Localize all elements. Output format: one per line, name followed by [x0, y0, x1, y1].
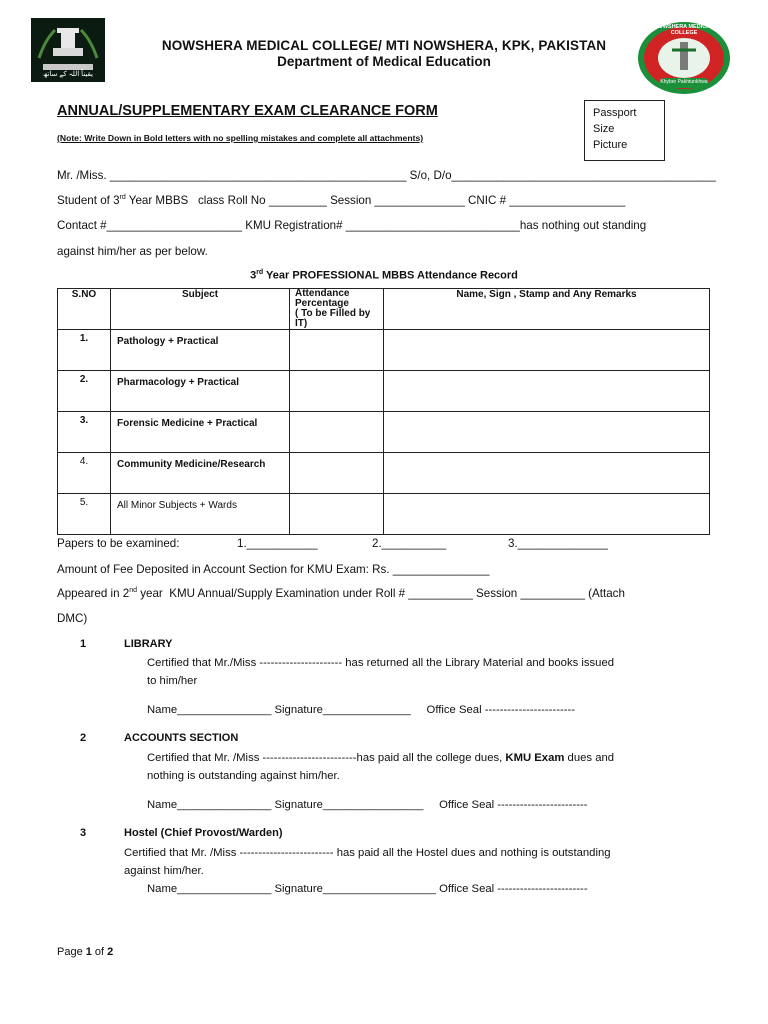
passport-picture-box[interactable] — [584, 100, 665, 161]
header-subject: Subject — [111, 289, 290, 330]
against-line: against him/her as per below. — [57, 245, 208, 258]
library-certification: Certified that Mr./Miss ---------------------- has returned all the Library Material and books issued — [147, 657, 615, 669]
hostel-certification-cont: against him/her. — [124, 865, 204, 877]
logo-left-motto: یقیناً اللہ کے ساتھ — [43, 71, 93, 78]
accounts-sign-line[interactable]: Name_______________ Signature________________ Office Seal ------------------------ — [147, 799, 588, 811]
table-row: 1. Pathology + Practical — [58, 330, 710, 371]
student-field-line[interactable] — [57, 194, 625, 207]
header-remarks: Name, Sign , Stamp and Any Remarks — [384, 289, 710, 330]
page-number: Page 1 of 2 — [57, 946, 114, 958]
section-number: 2 — [80, 732, 87, 744]
institution-title: NOWSHERA MEDICAL COLLEGE/ MTI NOWSHERA, KPK, PAKISTAN — [161, 38, 607, 53]
table-row: 4. Community Medicine/Research — [58, 453, 710, 494]
remarks-cell[interactable] — [384, 330, 710, 371]
table-row: 5. All Minor Subjects + Wards — [58, 494, 710, 535]
paper-2-field[interactable]: 2.__________ — [372, 537, 447, 550]
hostel-sign-line[interactable]: Name_______________ Signature__________________ Office Seal ------------------------ — [147, 883, 588, 895]
attendance-cell[interactable] — [290, 371, 384, 412]
attendance-table-title: 3rd Year PROFESSIONAL MBBS Attendance Record — [250, 269, 518, 282]
papers-label: Papers to be examined: — [57, 537, 180, 550]
table-header-row — [58, 289, 710, 330]
accounts-certification-cont: nothing is outstanding against him/her. — [147, 770, 340, 782]
attendance-table — [57, 288, 710, 535]
logo-right-subtext: Khyber Pakhtunkhwa — [660, 79, 708, 85]
attendance-cell[interactable] — [290, 412, 384, 453]
accounts-certification: Certified that Mr. /Miss -------------------------has paid all the college dues, KMU Exam dues and — [147, 752, 615, 764]
section-title-accounts: ACCOUNTS SECTION — [124, 732, 239, 744]
logo-right-text: NOWSHERA MEDICAL COLLEGE — [654, 24, 714, 36]
hostel-certification: Certified that Mr. /Miss ------------------------- has paid all the Hostel dues and nothing is outstanding — [124, 847, 611, 859]
section-title-library: LIBRARY — [124, 638, 173, 650]
remarks-cell[interactable] — [384, 412, 710, 453]
attendance-cell[interactable] — [290, 494, 384, 535]
section-title-hostel: Hostel (Chief Provost/Warden) — [124, 827, 283, 839]
passport-label-3: Picture — [593, 139, 628, 151]
table-row: 2. Pharmacology + Practical — [58, 371, 710, 412]
student-line-pre: Student of 3 — [57, 194, 120, 207]
student-line-sup: rd — [119, 194, 126, 202]
appeared-field-line[interactable]: Appeared in 2nd year KMU Annual/Supply Examination under Roll # __________ Session __________ (Attach — [57, 587, 625, 600]
remarks-cell[interactable] — [384, 371, 710, 412]
section-number: 3 — [80, 827, 87, 839]
header-sno: S.NO — [58, 289, 111, 330]
student-line-post: Year MBBS class Roll No _________ Session ______________ CNIC # __________________ — [125, 194, 626, 207]
contact-field-line[interactable]: Contact #_____________________ KMU Registration# ___________________________has nothing out standing — [57, 219, 647, 232]
form-note: (Note: Write Down in Bold letters with no spelling mistakes and complete all attachments) — [57, 133, 424, 143]
paper-1-field[interactable]: 1.___________ — [237, 537, 318, 550]
name-field-line[interactable]: Mr. /Miss. ______________________________________________ S/o, D/o_________________________________________ — [57, 169, 716, 182]
table-row: 3. Forensic Medicine + Practical — [58, 412, 710, 453]
library-sign-line[interactable]: Name_______________ Signature______________ Office Seal ------------------------ — [147, 704, 576, 716]
dmc-label: DMC) — [57, 612, 88, 625]
department-title: Department of Medical Education — [277, 54, 491, 69]
header-attendance: Attendance Percentage ( To be Filled by IT) — [290, 289, 384, 330]
attendance-cell[interactable] — [290, 330, 384, 371]
fee-field-line[interactable]: Amount of Fee Deposited in Account Section for KMU Exam: Rs. _______________ — [57, 563, 490, 576]
remarks-cell[interactable] — [384, 453, 710, 494]
paper-3-field[interactable]: 3.______________ — [508, 537, 608, 550]
passport-label-1: Passport — [593, 107, 637, 119]
section-number: 1 — [80, 638, 87, 650]
remarks-cell[interactable] — [384, 494, 710, 535]
library-certification-cont: to him/her — [147, 675, 198, 687]
passport-label-2: Size — [593, 123, 615, 135]
form-title: ANNUAL/SUPPLEMENTARY EXAM CLEARANCE FORM — [57, 103, 438, 119]
attendance-cell[interactable] — [290, 453, 384, 494]
